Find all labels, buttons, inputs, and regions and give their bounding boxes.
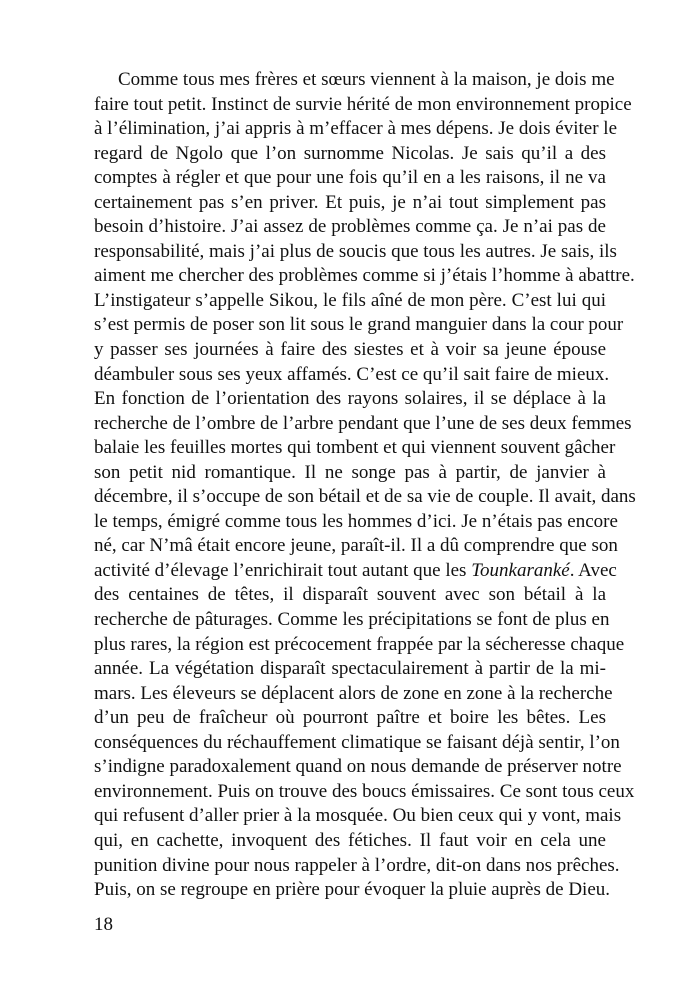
text-line: faire tout petit. Instinct de survie hérité de mon environnement propice [94,93,632,115]
text-line: environnement. Puis on trouve des boucs émissaires. Ce sont tous ceux [94,780,635,802]
text-line: L’instigateur s’appelle Sikou, le fils aîné de mon père. C’est lui qui [94,289,606,311]
text-line: déambuler sous ses yeux affamés. C’est ce qu’il sait faire de mieux. [94,363,610,385]
text-line: conséquences du réchauffement climatique se faisant déjà sentir, l’on [94,731,620,753]
page-number: 18 [94,914,113,935]
italic-term: Tounkaranké [471,559,570,581]
text-line: mars. Les éleveurs se déplacent alors de zone en zone à la recherche [94,682,613,704]
text-line: qui, en cachette, invoquent des fétiches. Il faut voir en cela une [94,829,606,851]
text-line: qui refusent d’aller prier à la mosquée. Ou bien ceux qui y vont, mais [94,805,622,827]
text-line: Puis, on se regroupe en prière pour évoquer la pluie auprès de Dieu. [94,879,610,901]
text-line: comptes à régler et que pour une fois qu’il en a les raisons, il ne va [94,167,606,189]
text-line: des centaines de têtes, il disparaît souvent avec son bétail à la [94,584,606,606]
text-line: En fonction de l’orientation des rayons solaires, il se déplace à la [94,388,606,410]
text-line: plus rares, la région est précocement frappée par la sécheresse chaque [94,633,625,655]
text-line: né, car N’mâ était encore jeune, paraît-il. Il a dû comprendre que son [94,535,618,557]
text-line: y passer ses journées à faire des siestes et à voir sa jeune épouse [94,339,606,361]
text-segment: . Avec [569,559,617,581]
text-line: s’indigne paradoxalement quand on nous demande de préserver notre [94,756,622,778]
text-segment: activité d’élevage l’enrichirait tout autant que les [94,559,472,581]
text-line: certainement pas s’en priver. Et puis, je n’ai tout simplement pas [94,191,606,213]
text-line: s’est permis de poser son lit sous le grand manguier dans la cour pour [94,314,624,336]
body-text [94,68,636,903]
text-line: décembre, il s’occupe de son bétail et de sa vie de couple. Il avait, dans [94,486,636,508]
text-line: regard de Ngolo que l’on surnomme Nicolas. Je sais qu’il a des [94,142,606,164]
text-line: besoin d’histoire. J’ai assez de problèmes comme ça. Je n’ai pas de [94,216,606,238]
text-line [94,559,617,584]
text-line: balaie les feuilles mortes qui tombent et qui viennent souvent gâcher [94,437,616,459]
text-line: le temps, émigré comme tous les hommes d’ici. Je n’étais pas encore [94,510,618,532]
text-line: année. La végétation disparaît spectaculairement à partir de la mi- [94,658,606,680]
text-line: recherche de l’ombre de l’arbre pendant que l’une de ses deux femmes [94,412,632,434]
text-line: d’un peu de fraîcheur où pourront paître et boire les bêtes. Les [94,707,606,729]
text-line: Comme tous mes frères et sœurs viennent à la maison, je dois me [118,69,615,90]
text-line: à l’élimination, j’ai appris à m’effacer à mes dépens. Je dois éviter le [94,118,618,140]
text-line: recherche de pâturages. Comme les précipitations se font de plus en [94,609,610,631]
text-line: punition divine pour nous rappeler à l’ordre, dit-on dans nos prêches. [94,854,620,876]
text-line: son petit nid romantique. Il ne songe pas à partir, de janvier à [94,461,606,483]
text-line: responsabilité, mais j’ai plus de soucis que tous les autres. Je sais, ils [94,240,617,262]
text-line: aiment me chercher des problèmes comme si j’étais l’homme à abattre. [94,265,635,287]
